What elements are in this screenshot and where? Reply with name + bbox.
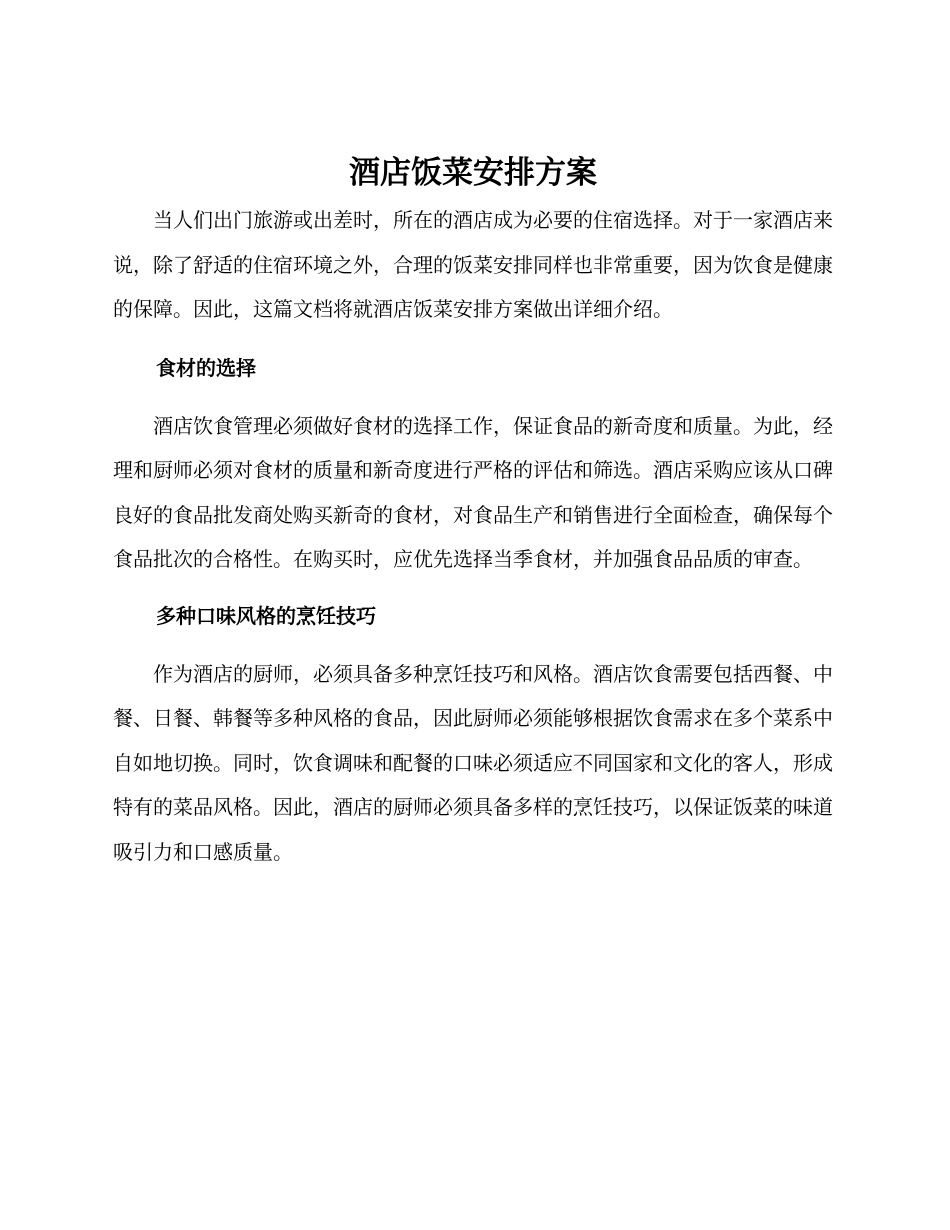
intro-paragraph: 当人们出门旅游或出差时，所在的酒店成为必要的住宿选择。对于一家酒店来说，除了舒适的住宿环境之外，合理的饭菜安排同样也非常重要，因为饮食是健康的保障。因此，这篇文档将就酒店饭菜安排方案做出详细介绍。 xyxy=(113,208,833,321)
document-content xyxy=(113,150,833,874)
section-body-cooking: 作为酒店的厨师，必须具备多种烹饪技巧和风格。酒店饮食需要包括西餐、中餐、日餐、韩餐等多种风格的食品，因此厨师必须能够根据饮食需求在多个菜系中自如地切换。同时，饮食调味和配餐的口味必须适应不同国家和文化的客人，形成特有的菜品风格。因此，酒店的厨师必须具备多样的烹饪技巧，以保证饭菜的味道吸引力和口感质量。 xyxy=(113,661,833,864)
section-heading-cooking: 多种口味风格的烹饪技巧 xyxy=(156,603,376,628)
section-heading-ingredients: 食材的选择 xyxy=(156,355,256,380)
section-body-ingredients: 酒店饮食管理必须做好食材的选择工作，保证食品的新奇度和质量。为此，经理和厨师必须对食材的质量和新奇度进行严格的评估和筛选。酒店采购应该从口碑良好的食品批发商处购买新奇的食材，对食品生产和销售进行全面检查，确保每个食品批次的合格性。在购买时，应优先选择当季食材，并加强食品品质的审查。 xyxy=(113,413,833,571)
document-title: 酒店饭菜安排方案 xyxy=(349,155,597,191)
